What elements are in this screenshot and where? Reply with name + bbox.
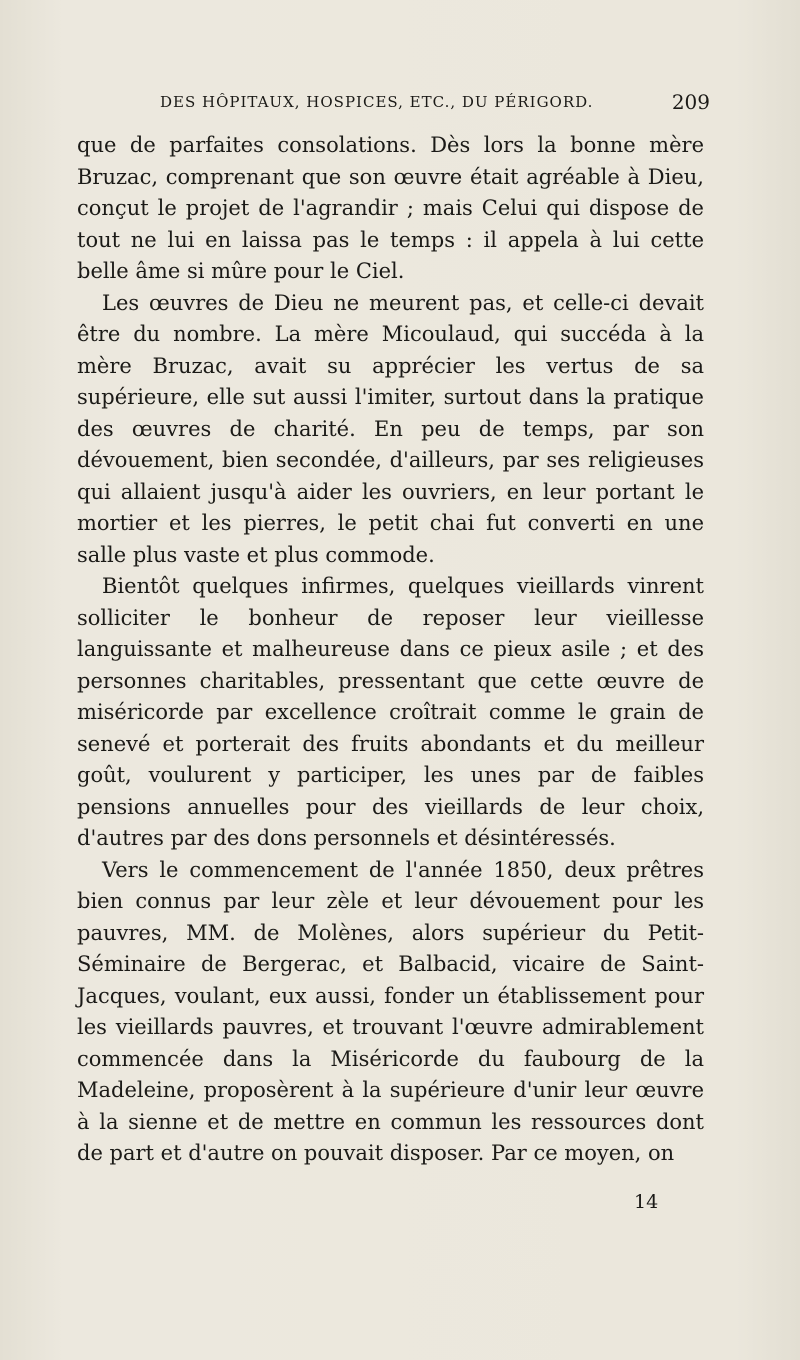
paragraph: Vers le commencement de l'année 1850, deux prêtres bien connus par leur zèle et leur dévouement pour les pauvres, MM. de Molènes, alors supérieur du Petit-Séminaire de Bergerac, et Balbacid, vicaire de Saint-Jacques, voulant, eux aussi, fonder un établissement pour les vieillards pauvres, et trouvant l'œuvre admirablement commencée dans la Miséricorde du faubourg de la Madeleine, proposèrent à la supérieure d'unir leur œuvre à la sienne et de mettre en commun les ressources dont de part et d'autre on pouvait disposer. Par ce moyen, on xyxy=(77,857,704,1165)
page-header xyxy=(160,90,710,116)
paragraph-continuation: que de parfaites consolations. Dès lors la bonne mère Bruzac, comprenant que son œuvre était agréable à Dieu, conçut le projet de l'agrandir ; mais Celui qui dispose de tout ne lui en laissa pas le temps : il appela à lui cette belle âme si mûre pour le Ciel. xyxy=(77,133,704,283)
running-head: DES HÔPITAUX, HOSPICES, ETC., DU PÉRIGORD. xyxy=(160,93,594,111)
page-number: 209 xyxy=(671,90,710,114)
paragraph: Les œuvres de Dieu ne meurent pas, et celle-ci devait être du nombre. La mère Micoulaud, qui succéda à la mère Bruzac, avait su apprécier les vertus de sa supérieure, elle sut aussi l'imiter, surtout dans la pratique des œuvres de charité. En peu de temps, par son dévouement, bien secondée, d'ailleurs, par ses religieuses qui allaient jusqu'à aider les ouvriers, en leur portant le mortier et les pierres, le petit chai fut converti en une salle plus vaste et plus commode. xyxy=(77,290,704,567)
body-text xyxy=(77,130,704,1170)
paragraph: Bientôt quelques infirmes, quelques vieillards vinrent solliciter le bonheur de reposer leur vieillesse languissante et malheureuse dans ce pieux asile ; et des personnes charitables, pressentant que cette œuvre de miséricorde par excellence croîtrait comme le grain de senevé et porterait des fruits abondants et du meilleur goût, voulurent y participer, les unes par de faibles pensions annuelles pour des vieillards de leur choix, d'autres par des dons personnels et désintéressés. xyxy=(77,574,704,850)
signature-mark: 14 xyxy=(634,1191,659,1213)
